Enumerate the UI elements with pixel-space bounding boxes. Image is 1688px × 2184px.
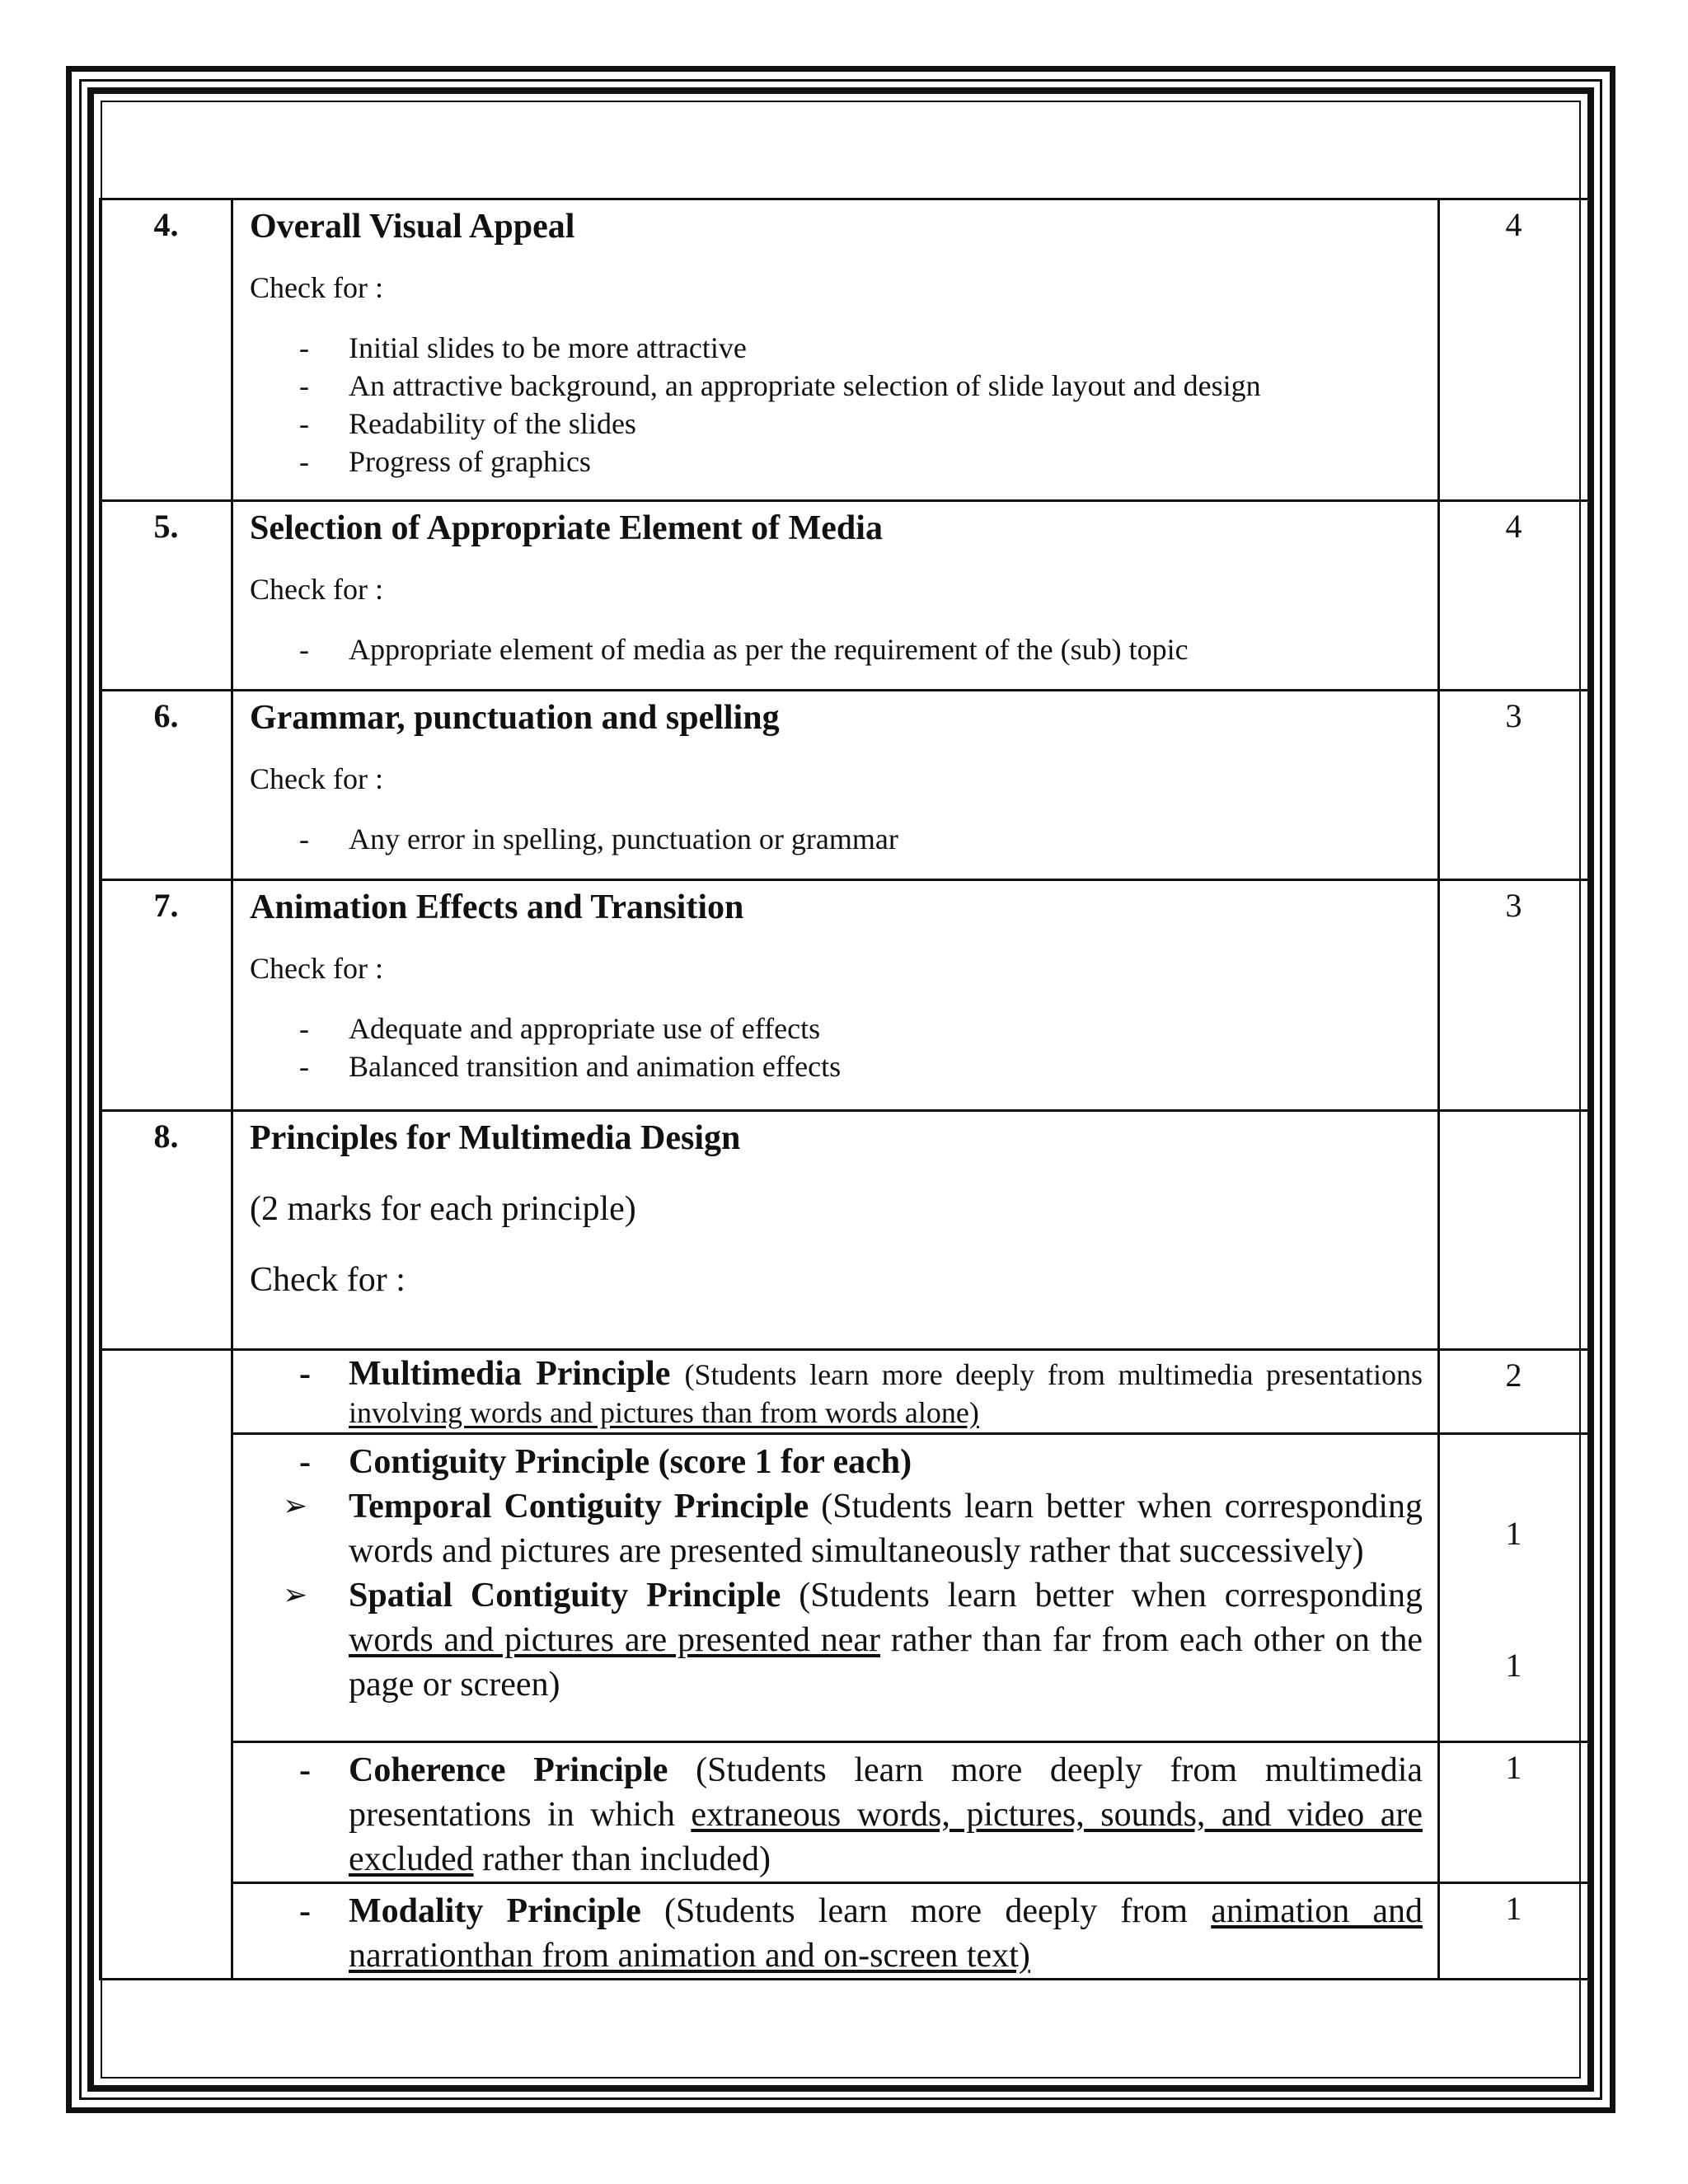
principle-marks: 1 (1505, 1515, 1522, 1552)
arrow-bullet-icon: ➢ (283, 1489, 308, 1523)
principle-spatial: ➢ Spatial Contiguity Principle (Students learn better when corresponding words and pictures are presented near rather than far from each other on the page or screen) (250, 1573, 1423, 1707)
principle-name: Coherence Principle (349, 1751, 668, 1789)
list-item: - An attractive background, an appropriate selection of slide layout and design (299, 369, 1261, 402)
criterion-title: Grammar, punctuation and spelling (250, 699, 780, 737)
criterion-marks: 4 (1439, 199, 1589, 501)
empty-cell (101, 1350, 232, 1434)
criterion-number: 6. (101, 691, 232, 880)
principle-contiguity: - Contiguity Principle (score 1 for each) (299, 1443, 912, 1481)
list-item: - Any error in spelling, punctuation or grammar (299, 823, 898, 855)
table-row (101, 691, 1589, 880)
criterion-title: Selection of Appropriate Element of Media (250, 509, 883, 547)
principle-name: Temporal Contiguity Principle (349, 1488, 809, 1526)
table-row (101, 880, 1589, 1111)
criterion-cell (232, 691, 1439, 880)
empty-cell (101, 1434, 232, 1742)
criterion-title: Overall Visual Appeal (250, 208, 575, 246)
principle-name: Multimedia Principle (349, 1355, 671, 1393)
principle-marks: 1 (1439, 1883, 1589, 1980)
principle-marks: 2 (1439, 1350, 1589, 1434)
check-label: Check for : (250, 573, 383, 606)
check-list (250, 1010, 1423, 1085)
arrow-bullet-icon: ➢ (283, 1578, 308, 1612)
check-label: Check for : (250, 762, 383, 795)
criterion-cell (232, 880, 1439, 1111)
criterion-number: 5. (101, 501, 232, 691)
criterion-note: (2 marks for each principle) (250, 1190, 636, 1228)
principle-cell (232, 1350, 1439, 1434)
check-list (250, 329, 1423, 480)
check-label: Check for : (250, 1261, 406, 1299)
principle-cell (232, 1742, 1439, 1883)
principle-name: Contiguity Principle (score 1 for each) (349, 1443, 912, 1481)
list-item: - Appropriate element of media as per the requirement of the (sub) topic (299, 633, 1189, 666)
table-row (101, 1350, 1589, 1434)
principle-name: Modality Principle (349, 1892, 641, 1930)
criterion-marks (1439, 1111, 1589, 1350)
table-row (101, 199, 1589, 501)
list-item: - Balanced transition and animation effects (299, 1050, 842, 1083)
table-row (101, 1111, 1589, 1350)
principle-marks: 1 (1505, 1647, 1522, 1684)
check-label: Check for : (250, 271, 383, 304)
table-row (101, 1742, 1589, 1883)
principle-marks: 1 (1439, 1742, 1589, 1883)
criterion-number: 4. (101, 199, 232, 501)
criterion-marks: 3 (1439, 880, 1589, 1111)
principle-modality: - Modality Principle (Students learn more deeply from animation and narrationthan from animation and on-screen text) (299, 1892, 1423, 1975)
criterion-number: 7. (101, 880, 232, 1111)
principle-coherence: - Coherence Principle (Students learn more deeply from multimedia presentations in which extraneous words, pictures, sounds, and video are excluded rather than included) (299, 1751, 1423, 1878)
criterion-cell (232, 1111, 1439, 1350)
table-row (101, 1883, 1589, 1980)
list-item: - Readability of the slides (299, 407, 636, 440)
empty-cell (101, 1883, 232, 1980)
rubric-table (99, 198, 1590, 1980)
list-item: - Initial slides to be more attractive (299, 331, 747, 364)
criterion-cell (232, 501, 1439, 691)
principle-multimedia: - Multimedia Principle (Students learn more deeply from multimedia presentations involving words and pictures than from words alone) (299, 1355, 1423, 1429)
criterion-number: 8. (101, 1111, 232, 1350)
check-label: Check for : (250, 952, 383, 985)
principle-temporal: ➢ Temporal Contiguity Principle (Students learn better when corresponding words and pictures are presented simultaneously rather that successively) (250, 1484, 1423, 1573)
table-row (101, 1434, 1589, 1742)
check-list (250, 630, 1423, 668)
criterion-title: Animation Effects and Transition (250, 888, 744, 926)
empty-cell (101, 1742, 232, 1883)
list-item: - Adequate and appropriate use of effects (299, 1012, 821, 1045)
principle-cell (232, 1883, 1439, 1980)
criterion-marks: 3 (1439, 691, 1589, 880)
principle-marks-cell (1439, 1434, 1589, 1742)
table-row (101, 501, 1589, 691)
principle-cell (232, 1434, 1439, 1742)
check-list (250, 820, 1423, 858)
criterion-title: Principles for Multimedia Design (250, 1119, 741, 1157)
principle-name: Spatial Contiguity Principle (349, 1577, 781, 1615)
criterion-marks: 4 (1439, 501, 1589, 691)
list-item: - Progress of graphics (299, 445, 591, 478)
criterion-cell (232, 199, 1439, 501)
